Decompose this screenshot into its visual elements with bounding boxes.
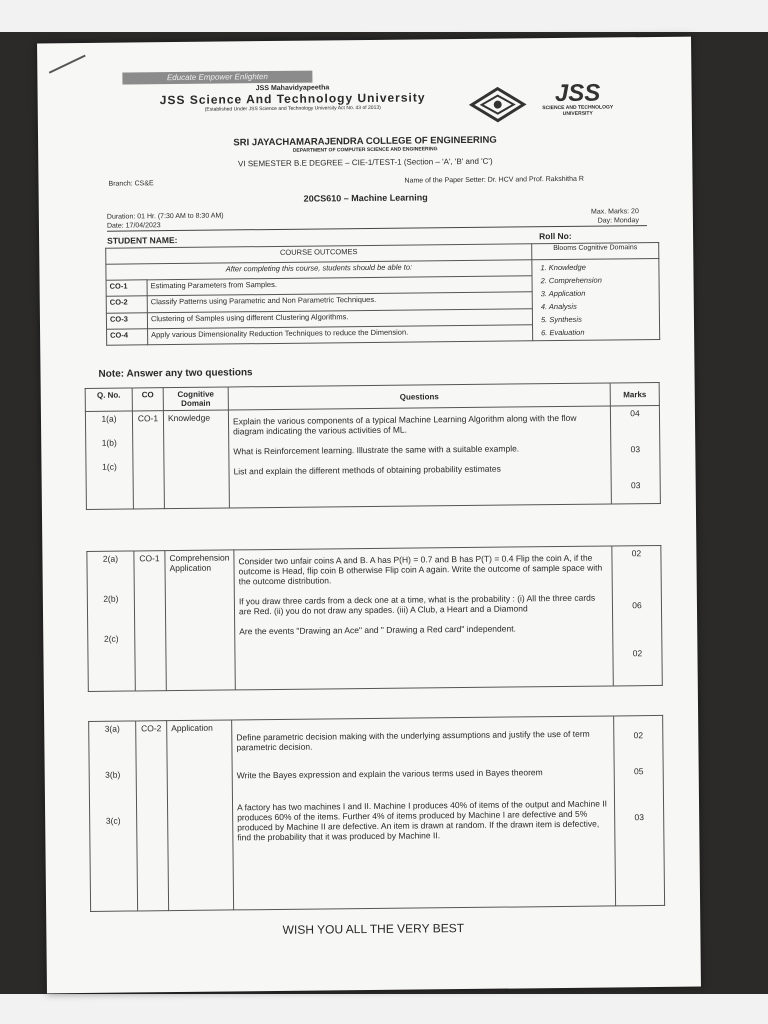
question-texts bbox=[228, 406, 611, 508]
header-questions: Questions bbox=[228, 383, 610, 410]
exam-date: Date: 17/04/2023 bbox=[106, 222, 161, 230]
question-marks bbox=[614, 715, 665, 906]
co-text: Apply various Dimensionality Reduction Techniques to reduce the Dimension. bbox=[148, 325, 533, 345]
co-intro: After completing this course, students should be able to: bbox=[106, 260, 532, 281]
header-qno: Q. No. bbox=[85, 388, 132, 411]
marks-value: 02 bbox=[632, 648, 643, 659]
blooms-item: 3. Application bbox=[540, 288, 586, 299]
marks-value: 04 bbox=[630, 408, 640, 419]
university-emblem-icon bbox=[468, 86, 528, 123]
logo-subtext: SCIENCE AND TECHNOLOGY UNIVERSITY bbox=[542, 104, 614, 117]
university-sub: (Established Under JSS Science and Technology University Act No. 43 of 2013) bbox=[204, 104, 381, 113]
question-text: A factory has two machines I and II. Machine I produces 40% of items of the output and Machine II produces 60% of the items. Further 4% of items produced by Machine I are defective and 5% produced by Machine II are defective. An item is drawn at random. If the drawn item is defective, find the probability that it was produced by Machine II. bbox=[237, 798, 608, 843]
question-number: 2(b) bbox=[103, 593, 119, 604]
question-table-3 bbox=[88, 715, 665, 912]
question-number: 3(c) bbox=[105, 815, 121, 826]
max-marks: Max. Marks: 20 bbox=[590, 208, 639, 216]
university-header bbox=[132, 83, 452, 113]
co-code: CO-1 bbox=[106, 280, 147, 297]
marks-value: 02 bbox=[631, 548, 642, 559]
exam-day: Day: Monday bbox=[597, 217, 639, 225]
course-title: 20CS610 – Machine Learning bbox=[303, 192, 428, 204]
question-text: If you draw three cards from a deck one at a time, what is the probability : (i) All the three cards are Red. (ii) you do not draw any spades. (iii) A Club, a Heart and a Diamond bbox=[238, 592, 596, 617]
question-number: 3(b) bbox=[105, 769, 121, 780]
paper-setter: Name of the Paper Setter: Dr. HCV and Prof. Rakshitha R bbox=[404, 175, 584, 185]
co-text: Estimating Parameters from Samples. bbox=[147, 276, 532, 296]
university-name: JSS Science And Technology University bbox=[159, 90, 426, 108]
department-name: DEPARTMENT OF COMPUTER SCIENCE AND ENGINEERING bbox=[292, 146, 438, 154]
duration-date bbox=[107, 212, 224, 231]
header-domain: Cognitive Domain bbox=[163, 387, 228, 411]
header-co: CO bbox=[132, 388, 163, 411]
exam-paper bbox=[37, 37, 701, 994]
background-bottom bbox=[0, 994, 768, 1024]
question-number: 2(c) bbox=[103, 633, 119, 644]
question-domain: Application bbox=[167, 720, 234, 911]
semester-line: VI SEMESTER B.E DEGREE – CIE-1/TEST-1 (Section – 'A', 'B' and 'C') bbox=[237, 156, 493, 169]
instruction-note: Note: Answer any two questions bbox=[98, 367, 253, 380]
tagline-banner: Educate Empower Enlighten bbox=[122, 71, 312, 85]
question-texts bbox=[232, 716, 616, 910]
student-name-label: STUDENT NAME: bbox=[107, 234, 178, 246]
question-text: Consider two unfair coins A and B. A has P(H) = 0.7 and B has P(T) = 0.4 Flip the coin A, if the outcome is Head, flip coin B otherwise Flip coin A again. Write the outcome of sample space with the outcome distribution. bbox=[238, 552, 603, 587]
question-number: 1(b) bbox=[101, 437, 117, 448]
question-text: Are the events "Drawing an Ace" and " Drawing a Red card" independent. bbox=[239, 623, 516, 637]
marks-value: 03 bbox=[630, 480, 641, 491]
course-outcomes-table bbox=[105, 242, 660, 346]
closing-message: WISH YOU ALL THE VERY BEST bbox=[282, 921, 465, 937]
question-text: List and explain the different methods of obtaining probability estimates bbox=[233, 463, 501, 477]
blooms-item: 6. Evaluation bbox=[541, 327, 585, 338]
question-co: CO-1 bbox=[134, 551, 166, 691]
pen-mark bbox=[49, 55, 86, 74]
blooms-item: 2. Comprehension bbox=[540, 275, 602, 286]
co-code: CO-2 bbox=[106, 296, 147, 313]
question-number: 2(a) bbox=[102, 553, 119, 564]
co-code: CO-3 bbox=[106, 312, 147, 329]
marks-value: 05 bbox=[633, 766, 644, 777]
branch-label: Branch: CS&E bbox=[108, 180, 154, 188]
question-number: 1(a) bbox=[101, 413, 117, 424]
question-text: Define parametric decision making with the underlying assumptions and justify the use of term parametric decision. bbox=[236, 728, 590, 753]
marks-value: 06 bbox=[632, 600, 642, 611]
question-text: What is Reinforcement learning. Illustrate the same with a suitable example. bbox=[233, 443, 520, 457]
roll-no-label: Roll No: bbox=[539, 230, 572, 242]
question-numbers bbox=[87, 551, 135, 691]
question-numbers bbox=[89, 721, 138, 911]
co-text: Classify Patterns using Parametric and Non Parametric Techniques. bbox=[147, 292, 532, 312]
question-text: Write the Bayes expression and explain the various terms used in Bayes theorem bbox=[236, 767, 543, 781]
logo-text: JSS bbox=[554, 79, 601, 108]
co-code: CO-4 bbox=[107, 329, 148, 346]
blooms-heading: Blooms Cognitive Domains bbox=[532, 242, 659, 259]
blooms-item: 5. Synthesis bbox=[540, 314, 582, 325]
co-text: Clustering of Samples using different Clustering Algorithms. bbox=[147, 308, 532, 328]
question-text: Explain the various components of a typical Machine Learning Algorithm along with the flow diagram indicating the various activities of ML. bbox=[232, 412, 577, 437]
university-parent: JSS Mahavidyapeetha bbox=[255, 84, 330, 93]
question-number: 3(a) bbox=[104, 723, 120, 734]
marks-value: 02 bbox=[633, 730, 644, 741]
background-top bbox=[0, 0, 768, 32]
question-table-2 bbox=[86, 545, 662, 692]
blooms-item: 4. Analysis bbox=[540, 301, 577, 312]
question-co: CO-2 bbox=[136, 721, 169, 911]
question-marks bbox=[612, 545, 662, 686]
question-domain: Comprehension Application bbox=[165, 550, 235, 691]
question-number: 1(c) bbox=[102, 461, 117, 472]
question-co: CO-1 bbox=[132, 411, 164, 509]
question-texts bbox=[234, 546, 613, 690]
co-heading: COURSE OUTCOMES bbox=[106, 244, 532, 264]
blooms-list bbox=[532, 258, 660, 340]
question-numbers bbox=[85, 411, 133, 509]
college-name: SRI JAYACHAMARAJENDRA COLLEGE OF ENGINEERING bbox=[233, 134, 497, 149]
question-domain: Knowledge bbox=[163, 410, 229, 509]
duration: Duration: 01 Hr. (7:30 AM to 8:30 AM) bbox=[106, 212, 224, 221]
university-logo bbox=[537, 79, 617, 117]
blooms-item: 1. Knowledge bbox=[540, 262, 586, 273]
question-table-1 bbox=[85, 382, 661, 510]
marks-value: 03 bbox=[630, 444, 641, 455]
max-marks-day bbox=[559, 207, 639, 226]
header-marks: Marks bbox=[610, 382, 659, 406]
marks-value: 03 bbox=[634, 812, 644, 823]
question-marks bbox=[610, 405, 660, 504]
